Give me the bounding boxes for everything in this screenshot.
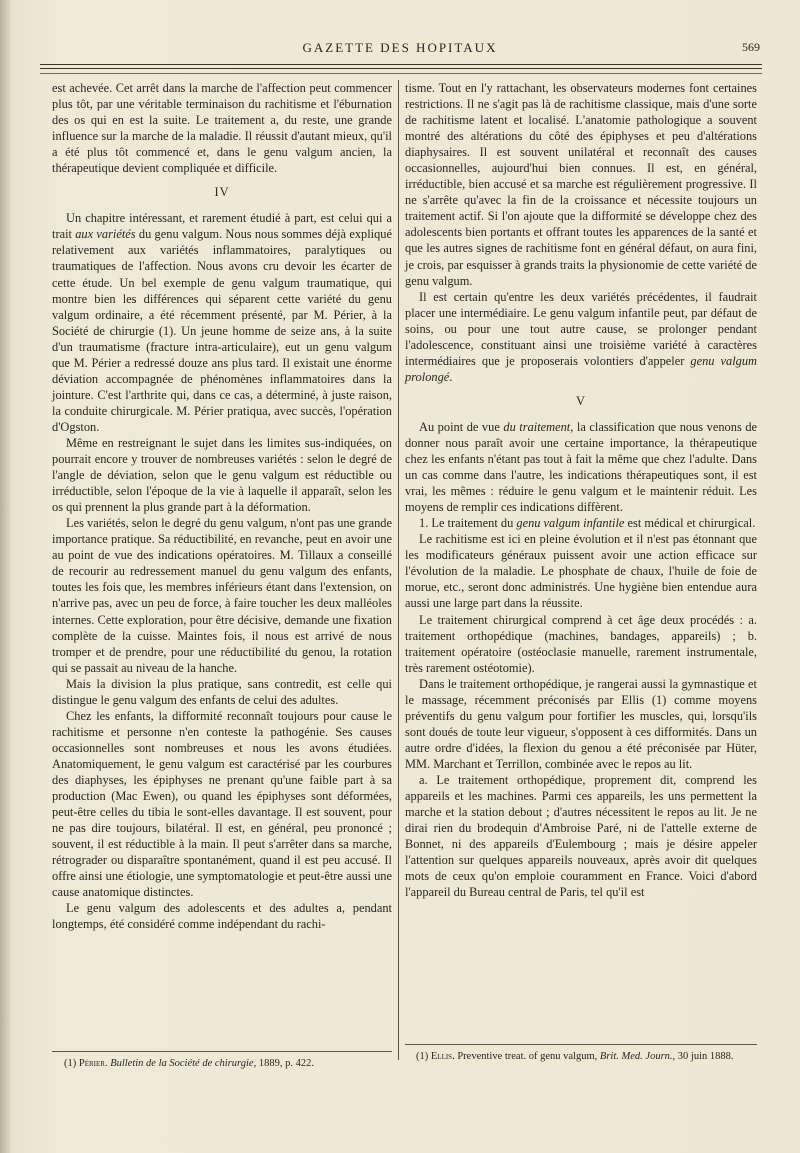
right-column xyxy=(405,80,757,900)
footnote-author: Périer xyxy=(78,1058,105,1069)
emphasis: genu valgum infantile xyxy=(516,516,625,531)
paragraph: Dans le traitement orthopédique, je rangerai aussi la gymnastique et le massage, récemment préconisés par Ellis (1) comme moyens préventifs du genu valgum pour fortifier les muscles, qui, lorsqu'ils sont doués de toute leur vigueur, s'opposent à ces difformités. Dans un autre ordre d'idées, la flexion du genou a été préconisée par Hüter, MM. Marchant et Terrillon, combinée avec le repos au lit. xyxy=(405,676,757,771)
emphasis: genu valgum prolongé xyxy=(405,353,757,384)
footnote-left: (1) Périer. Bulletin de la Société de chirurgie, 1889, p. 422. xyxy=(64,1058,314,1069)
running-title: GAZETTE DES HOPITAUX xyxy=(302,40,498,55)
paragraph: Un chapitre intéressant, et rarement étudié à part, est celui qui a trait aux variétés du genu valgum. Nous nous sommes déjà expliqué relativement aux variétés inflammatoires, paralytiques ou traumatiques de l'affection. Nous avons cru devoir les écarter de cette étude. Un bel exemple de genu valgum traumatique, qui montre bien les différences qui séparent cette variété du genu valgum ordinaire, a été récemment présenté, par M. Périer, à la Société de chirurgie (1). Un jeune homme de seize ans, à la suite d'un traumatisme (fracture intra-articulaire), eut un genu valgum que M. Périer a redressé douze ans plus tard. Il existait une énorme déviation accompagnée de phénomènes inflammatoires dans la jointure. C'est l'arthrite qui, dans ce cas, a déterminé, à juste raison, la conduite chirurgicale. M. Périer pratiqua, avec succès, l'opération d'Ogston. xyxy=(52,211,392,434)
footnote-journal: Brit. Med. Journ. xyxy=(599,1051,673,1062)
paragraph: Chez les enfants, la difformité reconnaît toujours pour cause le rachitisme et personne n'en conteste la pathogénie. Ses causes occasionnelles sont nombreuses et nous les avons étudiées. Anatomiquement, le genu valgum est caractérisé par les courbures des diaphyses, les épiphyses ne prenant qu'une faible part à sa production (Mac Ewen), ou quand les épiphyses sont déformées, peut-être celles du tibia le sont-elles davantage. Il est souvent, pour ne pas dire toujours, bilatéral. Il est, en général, peu prononcé ; souvent, il est réductible à la main. Il peut s'arrêter dans sa marche, rétrograder ou disparaître spontanément, quand il est peu accusé. Il offre ainsi une étiologie, une symptomatologie et peut-être aussi une cause anatomique distinctes. xyxy=(52,708,392,900)
section-heading-iv: IV xyxy=(214,185,230,200)
header-rule-thin xyxy=(40,73,762,74)
header-rule xyxy=(40,64,762,65)
paragraph: Les variétés, selon le degré du genu valgum, n'ont pas une grande importance pratique. Sa réductibilité, en revanche, peut en avoir une au point de vue des indications opératoires. M. Tillaux a conseillé de recourir au redressement manuel du genu valgum des enfants, toutes les fois que, les membres inférieurs étant dans l'extension, on n'arrive pas, avec un peu de force, à faire toucher les deux malléoles internes. Cette exploration, pour être décisive, demande une fixation complète de la cuisse. Maintes fois, il nous est arrivé de nous tromper et de prendre, pour une réductibilité du genou, la rotation qui se passait au niveau de la hanche. xyxy=(52,516,392,675)
paragraph: 1. Le traitement du genu valgum infantile est médical et chirurgical. xyxy=(419,516,756,531)
paragraph: Au point de vue du traitement, la classification que nous venons de donner nous paraît avoir une certaine importance, la thérapeutique chez les enfants n'étant pas tout à fait la même que chez l'adulte. Dans un cas comme dans l'autre, les indications thérapeutiques sont, il est vrai, les mêmes : réduire le genu valgum et le maintenir réduit. Les moyens de remplir ces indications diffèrent. xyxy=(405,419,758,515)
page-number: 569 xyxy=(742,40,760,54)
emphasis: aux variétés xyxy=(75,227,136,242)
footnote-author: Ellis xyxy=(430,1051,453,1062)
paragraph: Le rachitisme est ici en pleine évolution et il n'est pas étonnant que les modificateurs généraux puissent avoir une action efficace sur l'évolution de la maladie. Le phosphate de chaux, l'huile de foie de morue, etc., seront donc administrés. Une hygiène bien entendue aura aussi une large part dans la réussite. xyxy=(405,532,757,611)
paragraph: Il est certain qu'entre les deux variétés précédentes, il faudrait placer une intermédiaire. Le genu valgum infantile peut, par défaut de soins, ou pour une tout autre cause, se prolonger pendant l'adolescence, constituant ainsi une troisième variété à caractères intermédiaires que je proposerais volontiers d'appeler genu valgum prolongé. xyxy=(405,289,757,384)
footnote-title: Bulletin de la Société de chirurgie xyxy=(110,1058,254,1069)
paragraph: tisme. Tout en l'y rattachant, les observateurs modernes font certaines restrictions. Il ne s'agit pas là de rachitisme classique, mais d'une sorte de rachitisme latent et localisé. L'anatomie pathologique a souvent montré des altérations du côté des épiphyses et peu d'altérations diaphysaires. Il est souvent unilatéral et reconnaît des causes occasionnelles, aujourd'hui bien connues. Il est, en général, irréductible, bien accusé et sa marche est régulièrement progressive. Il ne s'arrête qu'avec la fin de la croissance et nécessite toujours un traitement actif. Si l'on ajoute que la difformité se développe chez des adolescents bien portants et offrant toutes les apparences de la santé et que les autres signes de rachitisme font en général défaut, on aura fini, je crois, par esquisser à grands traits la physionomie de cette variété de genu valgum. xyxy=(405,81,757,288)
paragraph: Mais la division la plus pratique, sans contredit, est celle qui distingue le genu valgum des enfants de celui des adultes. xyxy=(52,676,392,707)
paragraph: Le genu valgum des adolescents et des adultes a, pendant longtemps, été considéré comme indépendant du rachi- xyxy=(52,901,392,932)
footnote-rule xyxy=(52,1051,392,1052)
left-column xyxy=(52,80,392,932)
footnote-right: (1) Ellis. Preventive treat. of genu valgum, Brit. Med. Journ., 30 juin 1888. xyxy=(416,1051,734,1062)
page-header xyxy=(40,40,760,60)
section-heading-v: V xyxy=(576,393,586,408)
paragraph: Le traitement chirurgical comprend à cet âge deux procédés : a. traitement orthopédique (machines, bandages, appareils) ; b. traitement opératoire (ostéoclasie manuelle, rarement instrumentale, très rarement ostéotomie). xyxy=(405,612,757,675)
emphasis: du traitement xyxy=(503,419,571,434)
column-divider xyxy=(398,80,399,1060)
paragraph: a. Le traitement orthopédique, proprement dit, comprend les appareils et les machines. Parmi ces appareils, les uns permettent la marche et la station debout ; d'autres nécessitent le repos au lit. Je ne dirai rien du brodequin d'Ambroise Paré, ni de l'attelle externe de Bonnet, ni des appareils d'Eulembourg ; mais je désire appeler l'attention sur quelques appareils nouveaux, après avoir dit quelques mots de ceux qu'on emploie couramment en France. Voici d'abord l'appareil du Bureau central de Paris, tel qu'il est xyxy=(405,772,757,900)
header-rule-double xyxy=(40,68,762,69)
paragraph: est achevée. Cet arrêt dans la marche de l'affection peut commencer plus tôt, par une véritable terminaison du rachitisme et l'éburnation des os qui en est la suite. Le traitement a, du reste, une grande influence sur la marche de la maladie. Il réussit d'autant mieux, qu'il a été plus tôt commencé et, dans le genu valgum ancien, la thérapeutique devient compliquée et difficile. xyxy=(52,81,392,176)
page-spine-shadow xyxy=(0,0,10,1153)
footnote-rule xyxy=(405,1044,757,1045)
paragraph: Même en restreignant le sujet dans les limites sus-indiquées, on pourrait encore y trouver de nombreuses variétés : selon le degré de l'angle de déviation, selon que le genu valgum est réductible ou irréductible, selon l'époque de la vie à laquelle il apparaît, selon les os qui prennent la plus grande part à la déformation. xyxy=(52,435,392,515)
